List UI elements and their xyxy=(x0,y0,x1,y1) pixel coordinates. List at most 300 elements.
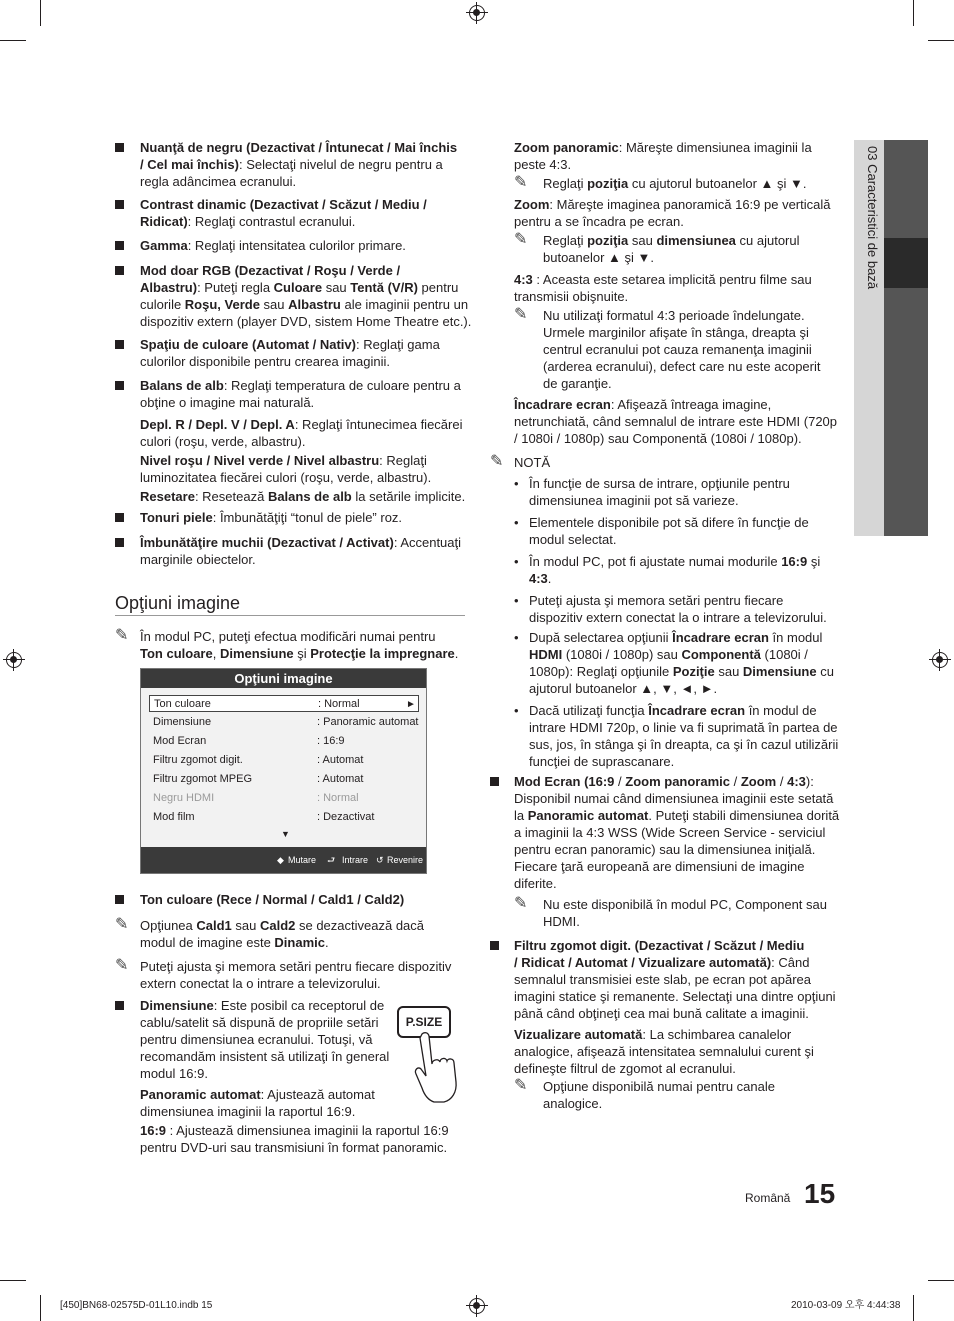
body-text xyxy=(140,1139,447,1156)
bullet-text xyxy=(514,841,815,858)
text-run: Componentă xyxy=(681,647,761,662)
note-bullet-text xyxy=(529,736,838,753)
text-run: pentru xyxy=(417,280,459,295)
bullet-square-icon xyxy=(490,941,499,950)
crop-mark xyxy=(913,1295,914,1321)
arrow-right-icon: ► xyxy=(406,699,416,710)
text-run: Poziţie xyxy=(672,664,715,679)
note-text xyxy=(543,375,612,392)
text-run: funcţiei de suprascanare. xyxy=(529,754,675,769)
bullet-text xyxy=(514,773,814,790)
bullet-text xyxy=(140,534,461,551)
footer-timestamp: 2010-03-09 오후 4:44:38 xyxy=(791,1300,901,1311)
text-run: : Aceasta este setarea implicită pentru filme sau xyxy=(532,272,812,287)
osd-row-label: Filtru zgomot digit. xyxy=(153,754,243,766)
text-run: Încadrare ecran xyxy=(514,397,611,412)
text-run: : Ajustează automat xyxy=(260,1087,375,1102)
text-run: sau xyxy=(259,297,289,312)
osd-row[interactable] xyxy=(149,733,419,750)
note-bullet-text xyxy=(529,570,551,587)
text-run: În modul PC, puteţi efectua modificări numai pentru xyxy=(140,629,436,644)
osd-row-value: : Automat xyxy=(317,754,364,766)
body-text xyxy=(514,396,771,413)
text-run: Depl. R / Depl. V / Depl. A xyxy=(140,417,295,432)
note-text xyxy=(543,175,806,192)
text-run: Culoare xyxy=(273,280,323,295)
text-run: a imaginii la 4:3 WSS (Wide Screen Service - serviciul xyxy=(514,825,826,840)
registration-mark-icon xyxy=(469,1298,485,1314)
osd-row-label: Ton culoare xyxy=(154,698,211,710)
bullet-text xyxy=(140,1065,208,1082)
enter-icon: ⮐ xyxy=(327,855,336,865)
text-run: poziţia xyxy=(587,233,629,248)
crop-mark xyxy=(928,40,954,41)
bullet-text xyxy=(140,353,390,370)
text-run: Zoom xyxy=(740,774,777,789)
text-run: În funcţie de sursa de intrare, opţiunile pentru xyxy=(529,476,790,491)
text-run: la setările implicite. xyxy=(351,489,466,504)
text-run: . Puteţi stabili dimensiunea dorită xyxy=(648,808,840,823)
text-run: : Reglaţi contrastul ecranului. xyxy=(187,214,356,229)
text-run: Ridicat) xyxy=(140,214,188,229)
bullet-text xyxy=(140,377,461,394)
osd-row[interactable] xyxy=(149,752,419,769)
scroll-down-icon: ▼ xyxy=(281,829,290,839)
text-run: modul selectat. xyxy=(529,532,617,547)
bullet-text xyxy=(514,937,804,954)
note-bullet-text xyxy=(529,702,817,719)
note-pencil-icon: ✎ xyxy=(514,895,528,912)
bullet-text xyxy=(140,416,462,433)
text-run: sau xyxy=(322,280,351,295)
text-run: centrul ecranului pot cauza remanenţa imaginii xyxy=(543,342,812,357)
note-pencil-icon: ✎ xyxy=(115,627,129,644)
text-run: analogice. xyxy=(543,1096,603,1111)
text-run: . xyxy=(325,935,329,950)
text-run: : Reglaţi gama xyxy=(355,337,440,352)
text-run: Albastru) xyxy=(140,280,198,295)
osd-row-value: : Automat xyxy=(317,773,364,785)
bullet-square-icon xyxy=(115,513,124,522)
text-run: Panoramic automat xyxy=(140,1087,261,1102)
osd-row[interactable] xyxy=(149,809,419,826)
note-bullet-text xyxy=(529,719,838,736)
text-run: analogice, afişează intensitatea semnalului curent şi xyxy=(514,1044,814,1059)
note-bullet-text xyxy=(529,553,820,570)
text-run: sau xyxy=(714,664,743,679)
psize-button-icon: P.SIZE xyxy=(397,1006,451,1038)
text-run: / xyxy=(730,774,741,789)
bullet-square-icon xyxy=(490,777,499,786)
text-run: Ton culoare xyxy=(140,646,213,661)
body-text xyxy=(514,156,571,173)
registration-mark-icon xyxy=(932,652,948,668)
text-run: / Cel mai închis) xyxy=(140,157,239,172)
text-run: culorilor disponibile pentru crearea imaginii. xyxy=(140,354,391,369)
bullet-text xyxy=(140,139,457,156)
text-run: semnalul transmisiei este slab, pe ecran pot apărea xyxy=(514,972,811,987)
note-pencil-icon: ✎ xyxy=(115,957,129,974)
osd-row-value: : Normal xyxy=(317,792,359,804)
osd-row[interactable] xyxy=(149,771,419,788)
text-run: în modul de xyxy=(745,703,817,718)
bullet-text xyxy=(140,394,314,411)
osd-row-value: : 16:9 xyxy=(317,735,345,747)
text-run: culori (roşu, verde, albastru). xyxy=(140,434,306,449)
note-pencil-icon: ✎ xyxy=(514,306,528,323)
registration-mark-icon xyxy=(469,5,485,21)
bullet-text xyxy=(140,1014,378,1031)
note-bullet-text xyxy=(529,609,827,626)
text-run: imagini statice şi remanente. Selectaţi una dintre opţiuni xyxy=(514,989,836,1004)
text-run: : Selectaţi nivelul de negru pentru a xyxy=(238,157,443,172)
osd-title: Opţiuni imagine xyxy=(141,669,426,688)
text-run: / Ridicat / Automat / Vizualizare automată) xyxy=(514,955,772,970)
note-text xyxy=(140,958,451,975)
text-run: : Afişează întreaga imagine, xyxy=(610,397,772,412)
text-run: Dimensiune xyxy=(219,646,294,661)
bullet-dot-icon: • xyxy=(514,554,519,569)
body-text xyxy=(514,1043,814,1060)
text-run: obţine o imagine mai naturală. xyxy=(140,395,315,410)
bullet-square-icon xyxy=(115,241,124,250)
text-run: Dimensiune xyxy=(742,664,817,679)
text-run: recomandăm insistent să utilizaţi în general xyxy=(140,1049,390,1064)
body-text xyxy=(140,1122,449,1139)
text-run: : Reglaţi intensitatea culorilor primare. xyxy=(187,238,406,253)
text-run: peste 4:3. xyxy=(514,157,572,172)
text-run: 4:3 xyxy=(514,272,533,287)
bullet-text xyxy=(140,1048,389,1065)
osd-row-value: : Normal xyxy=(318,698,360,710)
text-run: cu ajutorul butoanelor ▲ şi ▼. xyxy=(628,176,807,191)
text-run: netrunchiată, când semnalul de intrare este HDMI (720p xyxy=(514,414,838,429)
crop-mark xyxy=(40,1295,41,1321)
bullet-text xyxy=(140,196,427,213)
text-run: Încadrare ecran xyxy=(648,703,746,718)
osd-row[interactable] xyxy=(149,714,419,731)
bullet-text xyxy=(140,296,468,313)
body-text xyxy=(514,139,812,156)
body-text xyxy=(514,213,684,230)
text-run: : Ajustează dimensiunea imaginii la raportul 16:9 xyxy=(166,1123,449,1138)
text-run: dimensiunea xyxy=(656,233,736,248)
bullet-text xyxy=(140,313,471,330)
note-bullet-text xyxy=(529,629,822,646)
page-language: Română xyxy=(745,1191,791,1205)
text-run: , xyxy=(212,646,220,661)
text-run: Nu este disponibilă în modul PC, Component sau xyxy=(543,897,827,912)
bullet-dot-icon: • xyxy=(514,630,519,645)
text-run: 4:3 xyxy=(529,571,548,586)
note-pencil-icon: ✎ xyxy=(490,453,504,470)
text-run: : Puteţi regla xyxy=(197,280,274,295)
text-run: marginile obiectelor. xyxy=(140,552,256,567)
text-run: se dezactivează dacă xyxy=(295,918,425,933)
note-pencil-icon: ✎ xyxy=(514,231,528,248)
bullet-text xyxy=(514,971,811,988)
bullet-text xyxy=(514,954,809,971)
text-run: Opţiunea xyxy=(140,918,197,933)
bullet-dot-icon: • xyxy=(514,703,519,718)
bullet-text xyxy=(514,858,805,875)
text-run: Nu utilizaţi formatul 4:3 perioade îndelungate. xyxy=(543,308,805,323)
text-run: la xyxy=(514,808,528,823)
text-run: cu ajutorul xyxy=(735,233,800,248)
osd-row-label: Filtru zgomot MPEG xyxy=(153,773,253,785)
text-run: sus, jos, în stânga şi în dreapta, ca şi în cazul utilizării xyxy=(529,737,839,752)
bullet-text xyxy=(514,988,836,1005)
text-run: pentru a se încadra pe ecran. xyxy=(514,214,684,229)
text-run: dimensiunea imaginii pot să varieze. xyxy=(529,493,739,508)
osd-row-label: Negru HDMI xyxy=(153,792,215,804)
text-run: Urmele marginilor afişate în stânga, dreapta şi xyxy=(543,325,809,340)
text-run: în modul xyxy=(768,630,823,645)
crop-mark xyxy=(0,40,26,41)
text-run: butoanelor ▲ şi ▼. xyxy=(543,250,655,265)
chapter-tab-marker xyxy=(884,238,928,288)
osd-return-label: Revenire xyxy=(387,855,424,865)
bullet-dot-icon: • xyxy=(514,515,519,530)
text-run: Opţiune disponibilă numai pentru canale xyxy=(543,1079,775,1094)
bullet-text xyxy=(514,875,557,892)
bullet-text xyxy=(140,433,305,450)
note-pencil-icon: ✎ xyxy=(115,916,129,933)
text-run: Îmbunătăţire muchii (Dezactivat / Activat) xyxy=(140,535,394,550)
osd-enter-label: Intrare xyxy=(342,855,369,865)
osd-row-value: : Panoramic automat xyxy=(317,716,419,728)
text-run: de garanţie. xyxy=(543,376,612,391)
bullet-text xyxy=(140,336,440,353)
bullet-text xyxy=(514,790,833,807)
osd-menu xyxy=(140,668,427,874)
crop-mark xyxy=(0,1280,26,1281)
text-run: Albastru xyxy=(288,297,341,312)
note-bullet-text xyxy=(529,492,739,509)
text-run: Filtru zgomot digit. (Dezactivat / Scăzut / Mediu xyxy=(514,938,805,953)
note-text xyxy=(543,341,812,358)
bullet-text xyxy=(140,213,355,230)
bullet-text xyxy=(140,452,427,469)
note-bullet-text xyxy=(529,531,616,548)
text-run: Nuanţă de negru (Dezactivat / Întunecat / Mai închis xyxy=(140,140,458,155)
text-run: Contrast dinamic (Dezactivat / Scăzut / Mediu / xyxy=(140,197,427,212)
note-pencil-icon: ✎ xyxy=(514,1077,528,1094)
note-bullet-text xyxy=(529,753,674,770)
text-run: Cald1 xyxy=(196,918,232,933)
text-run: Resetare xyxy=(140,489,195,504)
text-run: Fiecare ţară europeană are dimensiuni de imagine xyxy=(514,859,805,874)
text-run: : Reglaţi xyxy=(379,453,427,468)
registration-mark-icon xyxy=(6,652,22,668)
text-run: . xyxy=(454,646,459,661)
text-run: : La schimbarea canalelor xyxy=(642,1027,792,1042)
bullet-square-icon xyxy=(115,340,124,349)
text-run: (1080i / xyxy=(760,647,808,662)
note-bullet-text xyxy=(529,663,834,680)
text-run: 16:9 xyxy=(781,554,808,569)
bullet-square-icon xyxy=(115,266,124,275)
footer-file: [450]BN68-02575D-01L10.indb 15 xyxy=(60,1300,213,1311)
osd-row[interactable] xyxy=(149,695,419,712)
text-run: Încadrare ecran xyxy=(672,630,769,645)
bullet-text xyxy=(140,469,431,486)
hand-pointer-icon xyxy=(412,1030,468,1106)
section-title: Opţiuni imagine xyxy=(115,593,241,613)
text-run: Ton culoare (Rece / Normal / Cald1 / Cald2) xyxy=(140,892,405,907)
note-text xyxy=(140,645,458,662)
text-run: intrare HDMI 720p, o linie va fi suprimată în partea de xyxy=(529,720,838,735)
text-run: Mod doar RGB (Dezactivat / Roşu / Verde / xyxy=(140,263,401,278)
note-bullet-text xyxy=(529,475,790,492)
text-run: Nivel roşu / Nivel verde / Nivel albastru xyxy=(140,453,380,468)
text-run: ale imaginii pentru un xyxy=(340,297,469,312)
bullet-text xyxy=(514,807,839,824)
text-run: şi xyxy=(807,554,821,569)
bullet-text xyxy=(140,891,404,908)
bullet-text xyxy=(514,824,825,841)
text-run: Balans de alb xyxy=(140,378,224,393)
osd-row-label: Mod film xyxy=(153,811,195,823)
text-run: Panoramic automat xyxy=(527,808,649,823)
move-icon: ◆ xyxy=(277,855,284,865)
text-run: / xyxy=(614,774,626,789)
body-text xyxy=(514,196,830,213)
text-run: luminozitatea fiecărei culori (roşu, verde, albastru). xyxy=(140,470,432,485)
text-run: Protecţie la impregnare xyxy=(310,646,455,661)
note-bullet-text xyxy=(529,646,808,663)
page-number: 15 xyxy=(804,1178,836,1209)
text-run: Mod Ecran (16:9 xyxy=(514,774,615,789)
bullet-text xyxy=(140,173,296,190)
body-text xyxy=(514,430,802,447)
text-run: până când obţineţi cea mai bună calitate a imaginii. xyxy=(514,1006,809,1021)
text-run: culorile xyxy=(140,297,185,312)
body-text xyxy=(514,288,628,305)
text-run: poziţia xyxy=(587,176,629,191)
note-bullet-text xyxy=(529,514,809,531)
note-text xyxy=(543,913,580,930)
osd-move-label: Mutare xyxy=(288,855,317,865)
text-run: În modul PC, pot fi ajustate numai modurile xyxy=(529,554,782,569)
bullet-dot-icon: • xyxy=(514,593,519,608)
text-run: dispozitiv extern conectat la o intrare a televizorului. xyxy=(529,610,827,625)
text-run: Dimensiune xyxy=(140,998,214,1013)
text-run: dispozitiv extern (player DVD, sistem Home Theatre etc.). xyxy=(140,314,472,329)
note-text xyxy=(543,896,827,913)
note-bullet-text xyxy=(529,592,783,609)
text-run: (1080i / 1080p) sau xyxy=(562,647,682,662)
text-run: Roşu, Verde xyxy=(184,297,260,312)
bullet-square-icon xyxy=(115,200,124,209)
text-run: : Reglaţi întunecimea fiecărei xyxy=(294,417,463,432)
text-run: transmisii obişnuite. xyxy=(514,289,629,304)
text-run: ajutorul butoanelor ▲, ▼, ◄, ►. xyxy=(529,681,718,696)
note-text xyxy=(140,628,436,645)
note-text xyxy=(543,249,654,266)
text-run: Tonuri piele xyxy=(140,510,213,525)
note-pencil-icon: ✎ xyxy=(514,174,528,191)
text-run: / 1080i / 1080p) sau Componentă (1080i / 1080p). xyxy=(514,431,802,446)
bullet-dot-icon: • xyxy=(514,476,519,491)
body-text xyxy=(514,413,837,430)
osd-footer xyxy=(141,847,426,873)
text-run: modul 16:9. xyxy=(140,1066,208,1081)
text-run: : Măreşte dimensiunea imaginii la xyxy=(618,140,812,155)
note-text xyxy=(140,917,424,934)
bullet-text xyxy=(140,551,256,568)
text-run: Tentă (V/R) xyxy=(350,280,418,295)
text-run: Spaţiu de culoare (Automat / Nativ) xyxy=(140,337,356,352)
text-run: HDMI. xyxy=(543,914,580,929)
note-text xyxy=(543,1095,602,1112)
text-run: Gamma xyxy=(140,238,188,253)
bullet-text xyxy=(140,1031,372,1048)
bullet-text xyxy=(140,997,384,1014)
text-run: Reglaţi xyxy=(543,233,588,248)
note-text xyxy=(543,358,821,375)
text-run: : Îmbunătăţiţi “tonul de piele” roz. xyxy=(212,510,403,525)
body-text xyxy=(514,1060,736,1077)
text-run: cablu/satelit să dispună de propriile setări xyxy=(140,1015,379,1030)
note-text xyxy=(543,232,800,249)
crop-mark xyxy=(40,0,41,26)
bullet-text xyxy=(140,262,400,279)
text-run: : Reglaţi temperatura de culoare pentru a xyxy=(223,378,461,393)
crop-mark xyxy=(913,0,914,26)
note-text xyxy=(543,307,805,324)
osd-row-label: Dimensiune xyxy=(153,716,212,728)
text-run: 16:9 xyxy=(140,1123,167,1138)
bullet-square-icon xyxy=(115,1001,124,1010)
text-run: sau xyxy=(231,918,260,933)
text-run: 1080p): Reglaţi opţiunile xyxy=(529,664,673,679)
text-run: (arderea ecranului), defect care nu este acoperit xyxy=(543,359,821,374)
osd-row-label: Mod Ecran xyxy=(153,735,207,747)
text-run: pentru ecran panoramic) sau la dimensiunea iniţială. xyxy=(514,842,816,857)
note-bullet-text xyxy=(529,680,717,697)
text-run: . xyxy=(547,571,552,586)
body-text xyxy=(140,1086,375,1103)
text-run: diferite. xyxy=(514,876,557,891)
text-run: : Resetează xyxy=(194,489,268,504)
text-run: Puteţi ajusta şi memora setări pentru fiecare xyxy=(529,593,784,608)
bullet-text xyxy=(140,156,443,173)
text-run: Vizualizare automată xyxy=(514,1027,643,1042)
osd-row[interactable] xyxy=(149,790,419,807)
text-run: / xyxy=(776,774,788,789)
bullet-square-icon xyxy=(115,538,124,547)
text-run: : Măreşte imaginea panoramică 16:9 pe verticală xyxy=(549,197,831,212)
text-run: Zoom panoramic xyxy=(625,774,731,789)
chapter-tab-bar xyxy=(884,140,928,536)
osd-row-value: : Dezactivat xyxy=(317,811,375,823)
bullet-text xyxy=(140,237,406,254)
bullet-square-icon xyxy=(115,895,124,904)
text-run: Reglaţi xyxy=(543,176,588,191)
text-run: Disponibil numai când dimensiunea imaginii este setată xyxy=(514,791,834,806)
text-run: : Când xyxy=(771,955,810,970)
bullet-text xyxy=(140,279,458,296)
text-run: : Accentuaţi xyxy=(393,535,462,550)
text-run: şi xyxy=(293,646,311,661)
crop-mark xyxy=(928,1280,954,1281)
bullet-text xyxy=(514,1005,809,1022)
note-text xyxy=(543,1078,775,1095)
text-run: Zoom xyxy=(514,197,550,212)
text-run: După selectarea opţiunii xyxy=(529,630,673,645)
note-heading: NOTĂ xyxy=(514,455,551,470)
